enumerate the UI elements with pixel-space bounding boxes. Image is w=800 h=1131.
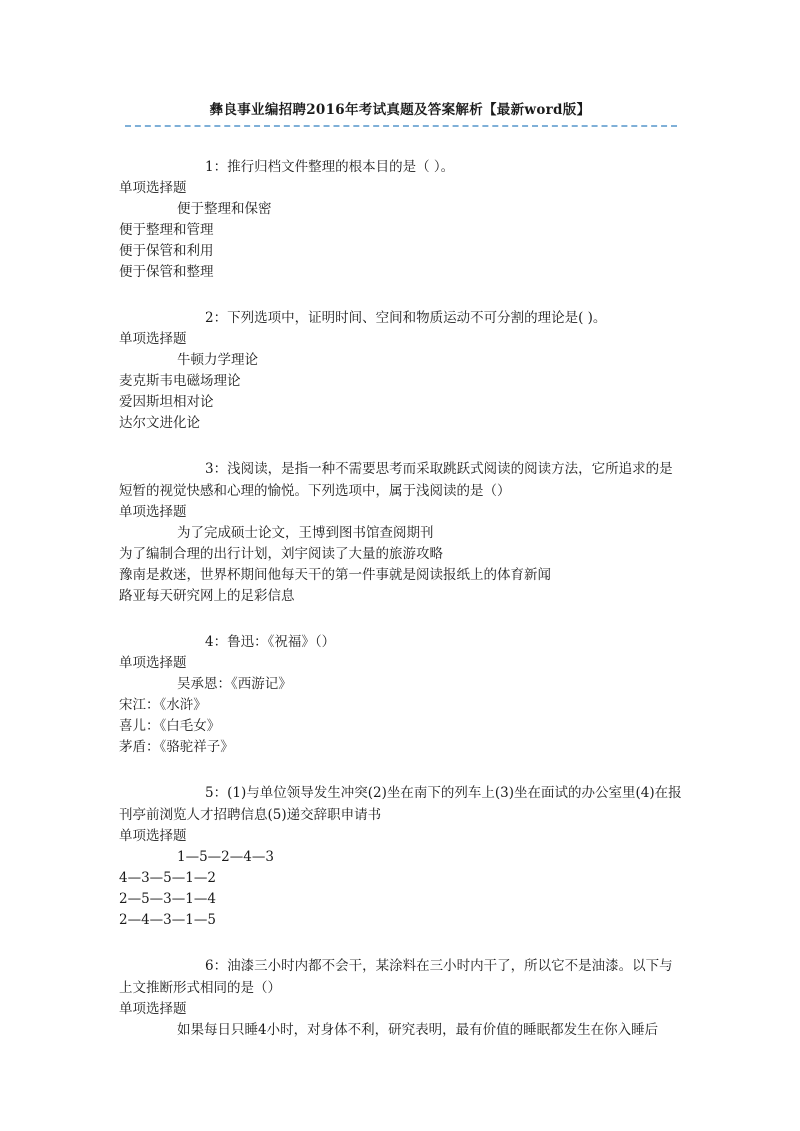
option-c: 便于保管和利用	[119, 243, 214, 259]
question-type: 单项选择题	[119, 504, 187, 520]
question-type: 单项选择题	[119, 828, 187, 844]
option-d: 路亚每天研究网上的足彩信息	[119, 588, 295, 604]
question-5	[119, 782, 684, 931]
question-stem: 5：(1)与单位领导发生冲突(2)坐在南下的列车上(3)坐在面试的办公室里(4)在报刊亭前浏览人才招聘信息(5)递交辞职申请书	[119, 785, 682, 823]
question-type: 单项选择题	[119, 331, 187, 347]
option-c: 豫南是救迷，世界杯期间他每天干的第一件事就是阅读报纸上的体育新闻	[119, 567, 551, 583]
option-d: 2—4—3—1—5	[119, 912, 216, 928]
document-title: 彝良事业编招聘2016年考试真题及答案解析【最新word版】	[209, 102, 591, 118]
option-b: 4—3—5—1—2	[119, 870, 216, 886]
option-b: 麦克斯韦电磁场理论	[119, 373, 241, 389]
question-1	[119, 156, 684, 283]
option-c: 喜儿：《白毛女》	[119, 718, 221, 734]
question-stem: 2：下列选项中，证明时间、空间和物质运动不可分割的理论是( )。	[205, 310, 607, 326]
question-4	[119, 631, 684, 758]
question-type: 单项选择题	[119, 180, 187, 196]
question-stem: 3：浅阅读，是指一种不需要思考而采取跳跃式阅读的阅读方法，它所追求的是短暂的视觉快感和心理的愉悦。下列选项中，属于浅阅读的是（）	[119, 461, 673, 499]
option-d: 达尔文进化论	[119, 415, 200, 431]
option-a: 牛顿力学理论	[177, 352, 258, 368]
option-a: 便于整理和保密	[177, 201, 272, 217]
option-c: 2—5—3—1—4	[119, 891, 216, 907]
question-list	[119, 156, 684, 1065]
option-b: 宋江：《水浒》	[119, 697, 207, 713]
option-a: 1—5—2—4—3	[177, 849, 274, 865]
question-6	[119, 955, 684, 1041]
question-3	[119, 458, 684, 607]
option-a: 为了完成硕士论文，王博到图书馆查阅期刊	[177, 525, 434, 541]
title-divider	[125, 125, 677, 127]
option-a: 如果每日只睡4小时，对身体不利，研究表明，最有价值的睡眠都发生在你入睡后	[177, 1022, 659, 1038]
question-type: 单项选择题	[119, 1001, 187, 1017]
option-d: 便于保管和整理	[119, 264, 214, 280]
option-b: 为了编制合理的出行计划，刘宇阅读了大量的旅游攻略	[119, 546, 443, 562]
question-type: 单项选择题	[119, 655, 187, 671]
question-stem: 4：鲁迅：《祝福》（）	[205, 634, 336, 650]
option-a: 吴承恩：《西游记》	[177, 676, 292, 692]
question-stem: 1：推行归档文件整理的根本目的是（ ）。	[205, 159, 455, 175]
question-stem: 6：油漆三小时内都不会干，某涂料在三小时内干了，所以它不是油漆。以下与上文推断形式相同的是（）	[119, 958, 673, 996]
option-d: 茅盾：《骆驼祥子》	[119, 739, 234, 755]
option-b: 便于整理和管理	[119, 222, 214, 238]
question-2	[119, 307, 684, 434]
option-c: 爱因斯坦相对论	[119, 394, 214, 410]
